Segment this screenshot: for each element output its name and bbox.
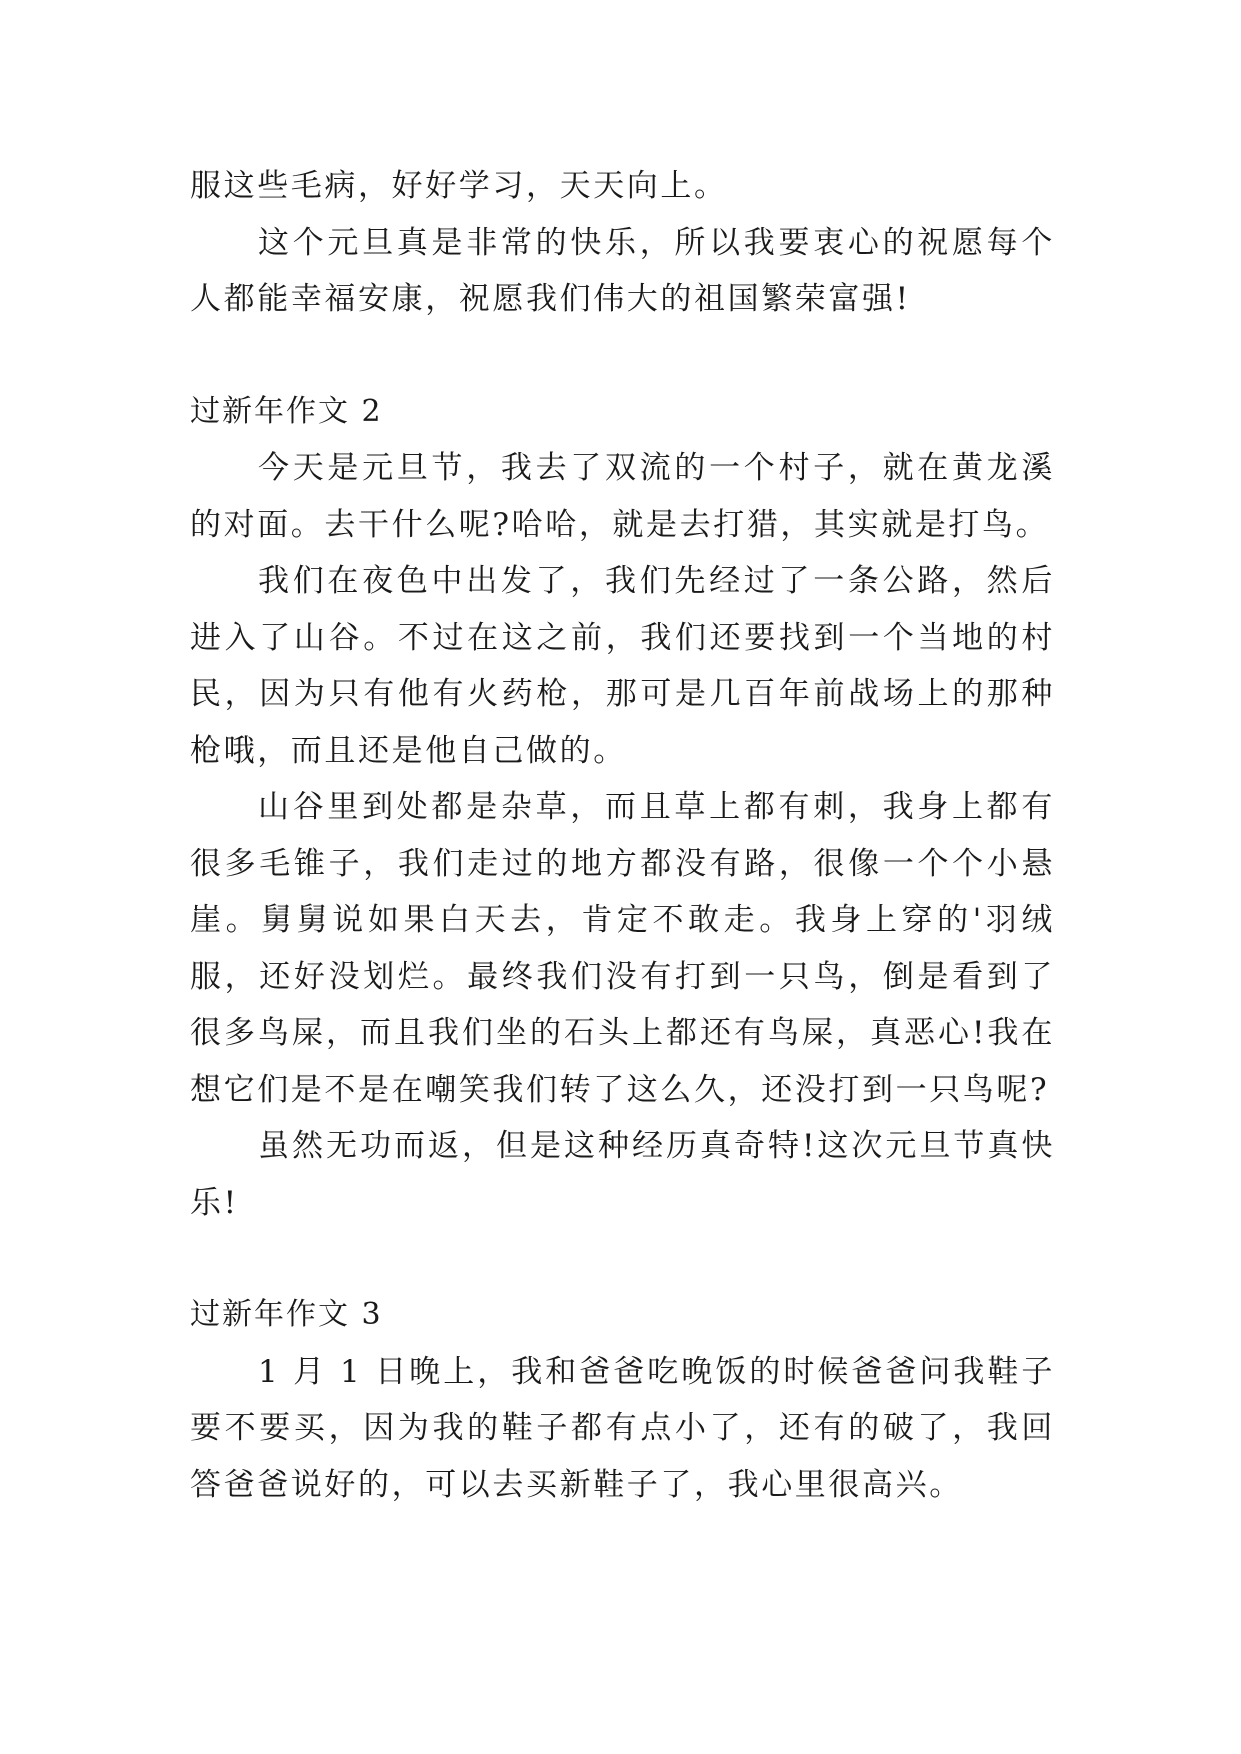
section-title: 过新年作文 2 [190, 393, 383, 429]
paragraph: 1 月 1 日晚上，我和爸爸吃晚饭的时候爸爸问我鞋子要不要买，因为我的鞋子都有点小了，还有的破了，我回答爸爸说好的，可以去买新鞋子了，我心里很高兴。 [190, 1353, 1055, 1503]
section-gap [190, 1231, 1055, 1287]
paragraph: 我们在夜色中出发了，我们先经过了一条公路，然后进入了山谷。不过在这之前，我们还要找到一个当地的村民，因为只有他有火药枪，那可是几百年前战场上的那种枪哦，而且还是他自己做的。 [190, 563, 1055, 769]
paragraph: 这个元旦真是非常的快乐，所以我要衷心的祝愿每个人都能幸福安康，祝愿我们伟大的祖国繁荣富强! [190, 224, 1055, 317]
document-body [190, 158, 1055, 1513]
section-title: 过新年作文 3 [190, 1297, 383, 1332]
paragraph: 虽然无功而返，但是这种经历真奇特!这次元旦节真快乐! [190, 1128, 1055, 1221]
paragraph: 服这些毛病，好好学习，天天向上。 [190, 168, 728, 204]
paragraph: 山谷里到处都是杂草，而且草上都有刺，我身上都有很多毛锥子，我们走过的地方都没有路，很像一个个小悬崖。舅舅说如果白天去，肯定不敢走。我身上穿的'羽绒服，还好没划烂。最终我们没有打到一只鸟，倒是看到了很多鸟屎，而且我们坐的石头上都还有鸟屎，真恶心!我在想它们是不是在嘲笑我们转了这么久，还没打到一只鸟呢? [190, 789, 1055, 1108]
paragraph: 今天是元旦节，我去了双流的一个村子，就在黄龙溪的对面。去干什么呢?哈哈，就是去打猎，其实就是打鸟。 [190, 450, 1055, 543]
section-gap [190, 328, 1055, 384]
